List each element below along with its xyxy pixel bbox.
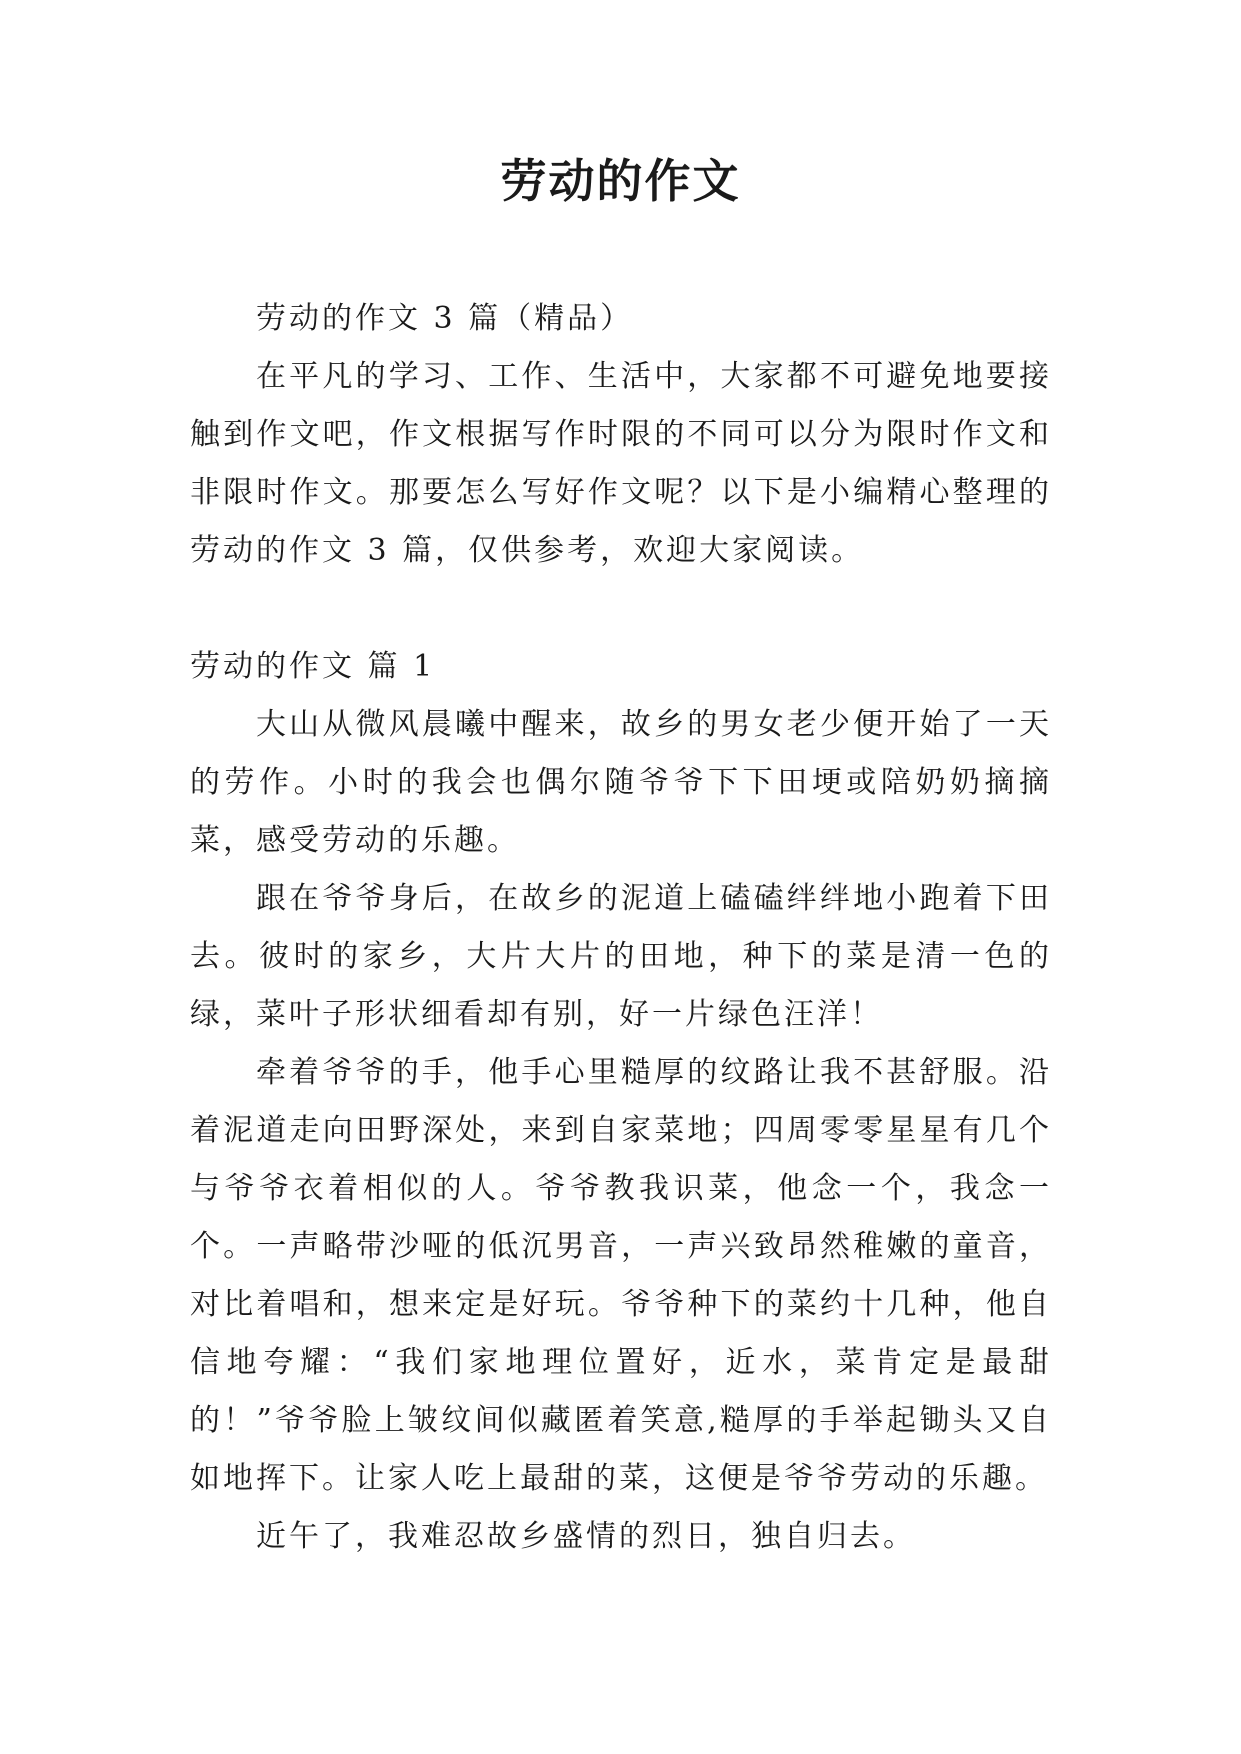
body-paragraph: 牵着爷爷的手，他手心里糙厚的纹路让我不甚舒服。沿着泥道走向田野深处，来到自家菜地；四周零零星星有几个与爷爷衣着相似的人。爷爷教我识菜，他念一个，我念一个。一声略带沙哑的低沉男音，一声兴致昂然稚嫩的童音，对比着唱和，想来定是好玩。爷爷种下的菜约十几种，他自信地夸耀：“我们家地理位置好，近水，菜肯定是最甜的！”爷爷脸上皱纹间似藏匿着笑意,糙厚的手举起锄头又自如地挥下。让家人吃上最甜的菜，这便是爷爷劳动的乐趣。 <box>190 1055 1052 1496</box>
body-paragraph: 近午了，我难忍故乡盛情的烈日，独自归去。 <box>256 1519 916 1554</box>
body-paragraph: 大山从微风晨曦中醒来，故乡的男女老少便开始了一天的劳作。小时的我会也偶尔随爷爷下下田埂或陪奶奶摘摘菜，感受劳动的乐趣。 <box>190 707 1052 858</box>
body-paragraph: 跟在爷爷身后，在故乡的泥道上磕磕绊绊地小跑着下田去。彼时的家乡，大片大片的田地，种下的菜是清一色的绿，菜叶子形状细看却有别，好一片绿色汪洋！ <box>190 881 1052 1032</box>
document-body <box>190 290 1052 1566</box>
document-subtitle: 劳动的作文 3 篇（精品） <box>256 301 634 336</box>
section-spacer <box>190 580 1052 638</box>
section-heading: 劳动的作文 篇 1 <box>190 649 436 684</box>
document-title: 劳动的作文 <box>500 154 741 208</box>
intro-paragraph: 在平凡的学习、工作、生活中，大家都不可避免地要接触到作文吧，作文根据写作时限的不同可以分为限时作文和非限时作文。那要怎么写好作文呢？以下是小编精心整理的劳动的作文 3 篇，仅供参考，欢迎大家阅读。 <box>190 359 1052 568</box>
